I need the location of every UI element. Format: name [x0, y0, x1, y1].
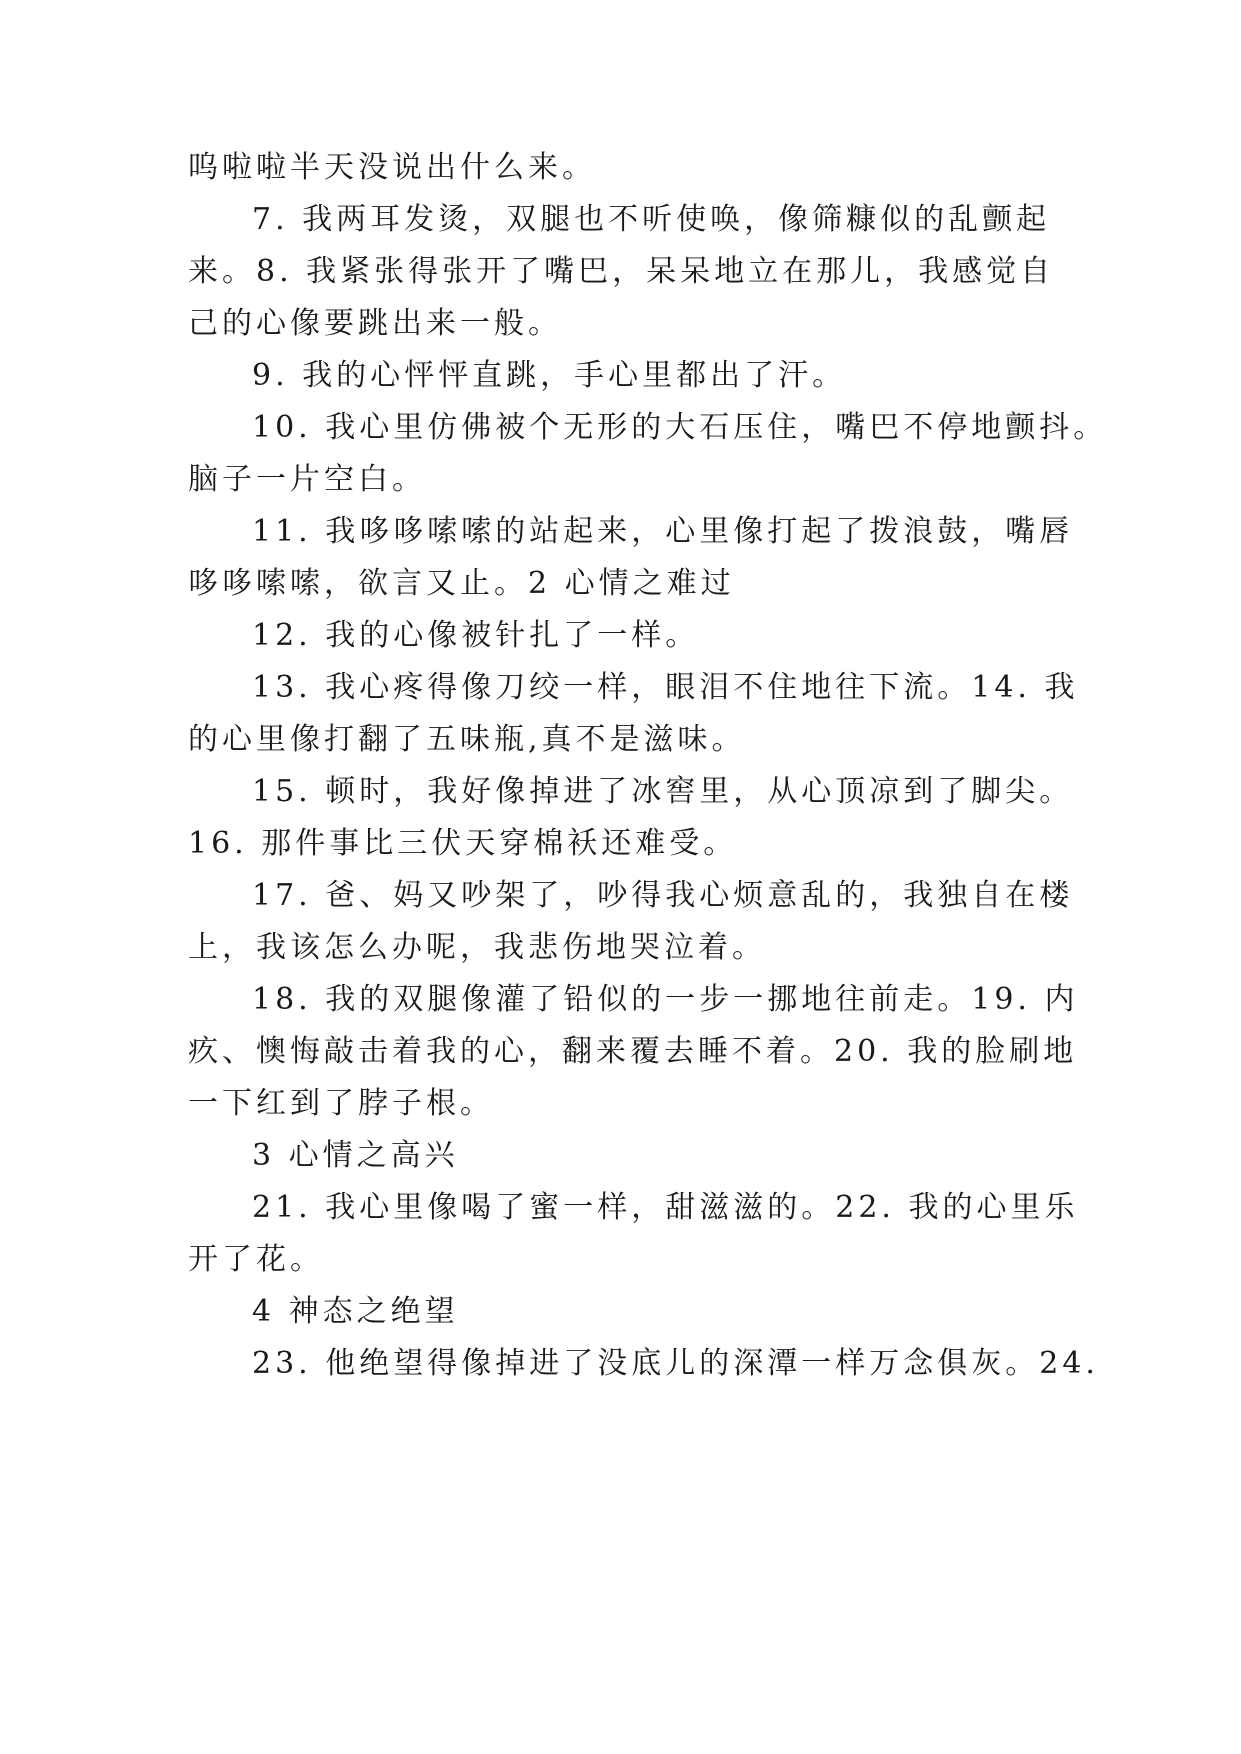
text-line: 呜啦啦半天没说出什么来。	[188, 150, 596, 185]
text-line: 23. 他绝望得像掉进了没底儿的深潭一样万念俱灰。24.	[252, 1346, 1099, 1381]
text-line: 哆哆嗦嗦，欲言又止。2 心情之难过	[188, 566, 735, 601]
text-line: 的心里像打翻了五味瓶,真不是滋味。	[188, 722, 746, 757]
text-line: 13. 我心疼得像刀绞一样，眼泪不住地往下流。14. 我	[252, 670, 1079, 705]
section-heading: 3 心情之高兴	[252, 1138, 459, 1173]
text-line: 10. 我心里仿佛被个无形的大石压住，嘴巴不停地颤抖。	[252, 410, 1108, 445]
text-line: 18. 我的双腿像灌了铅似的一步一挪地往前走。19. 内	[252, 982, 1079, 1017]
text-line: 15. 顿时，我好像掉进了冰窖里，从心顶凉到了脚尖。	[252, 774, 1074, 809]
text-line: 7. 我两耳发烫，双腿也不听使唤，像筛糠似的乱颤起	[252, 202, 1051, 237]
text-line: 11. 我哆哆嗦嗦的站起来，心里像打起了拨浪鼓，嘴唇	[252, 514, 1074, 549]
text-line: 21. 我心里像喝了蜜一样，甜滋滋的。22. 我的心里乐	[252, 1190, 1079, 1225]
text-line: 16. 那件事比三伏天穿棉袄还难受。	[188, 826, 738, 861]
section-heading: 4 神态之绝望	[252, 1294, 459, 1329]
text-line: 开了花。	[188, 1242, 324, 1277]
text-line: 12. 我的心像被针扎了一样。	[252, 618, 700, 653]
text-line: 脑子一片空白。	[188, 462, 426, 497]
text-line: 己的心像要跳出来一般。	[188, 306, 562, 341]
text-line: 上，我该怎么办呢，我悲伤地哭泣着。	[188, 930, 766, 965]
text-line: 17. 爸、妈又吵架了，吵得我心烦意乱的，我独自在楼	[252, 878, 1074, 913]
text-line: 9. 我的心怦怦直跳，手心里都出了汗。	[252, 358, 847, 393]
text-line: 疚、懊悔敲击着我的心，翻来覆去睡不着。20. 我的脸刷地	[188, 1034, 1078, 1069]
text-line: 来。8. 我紧张得张开了嘴巴，呆呆地立在那儿，我感觉自	[188, 254, 1055, 289]
text-line: 一下红到了脖子根。	[188, 1086, 494, 1121]
